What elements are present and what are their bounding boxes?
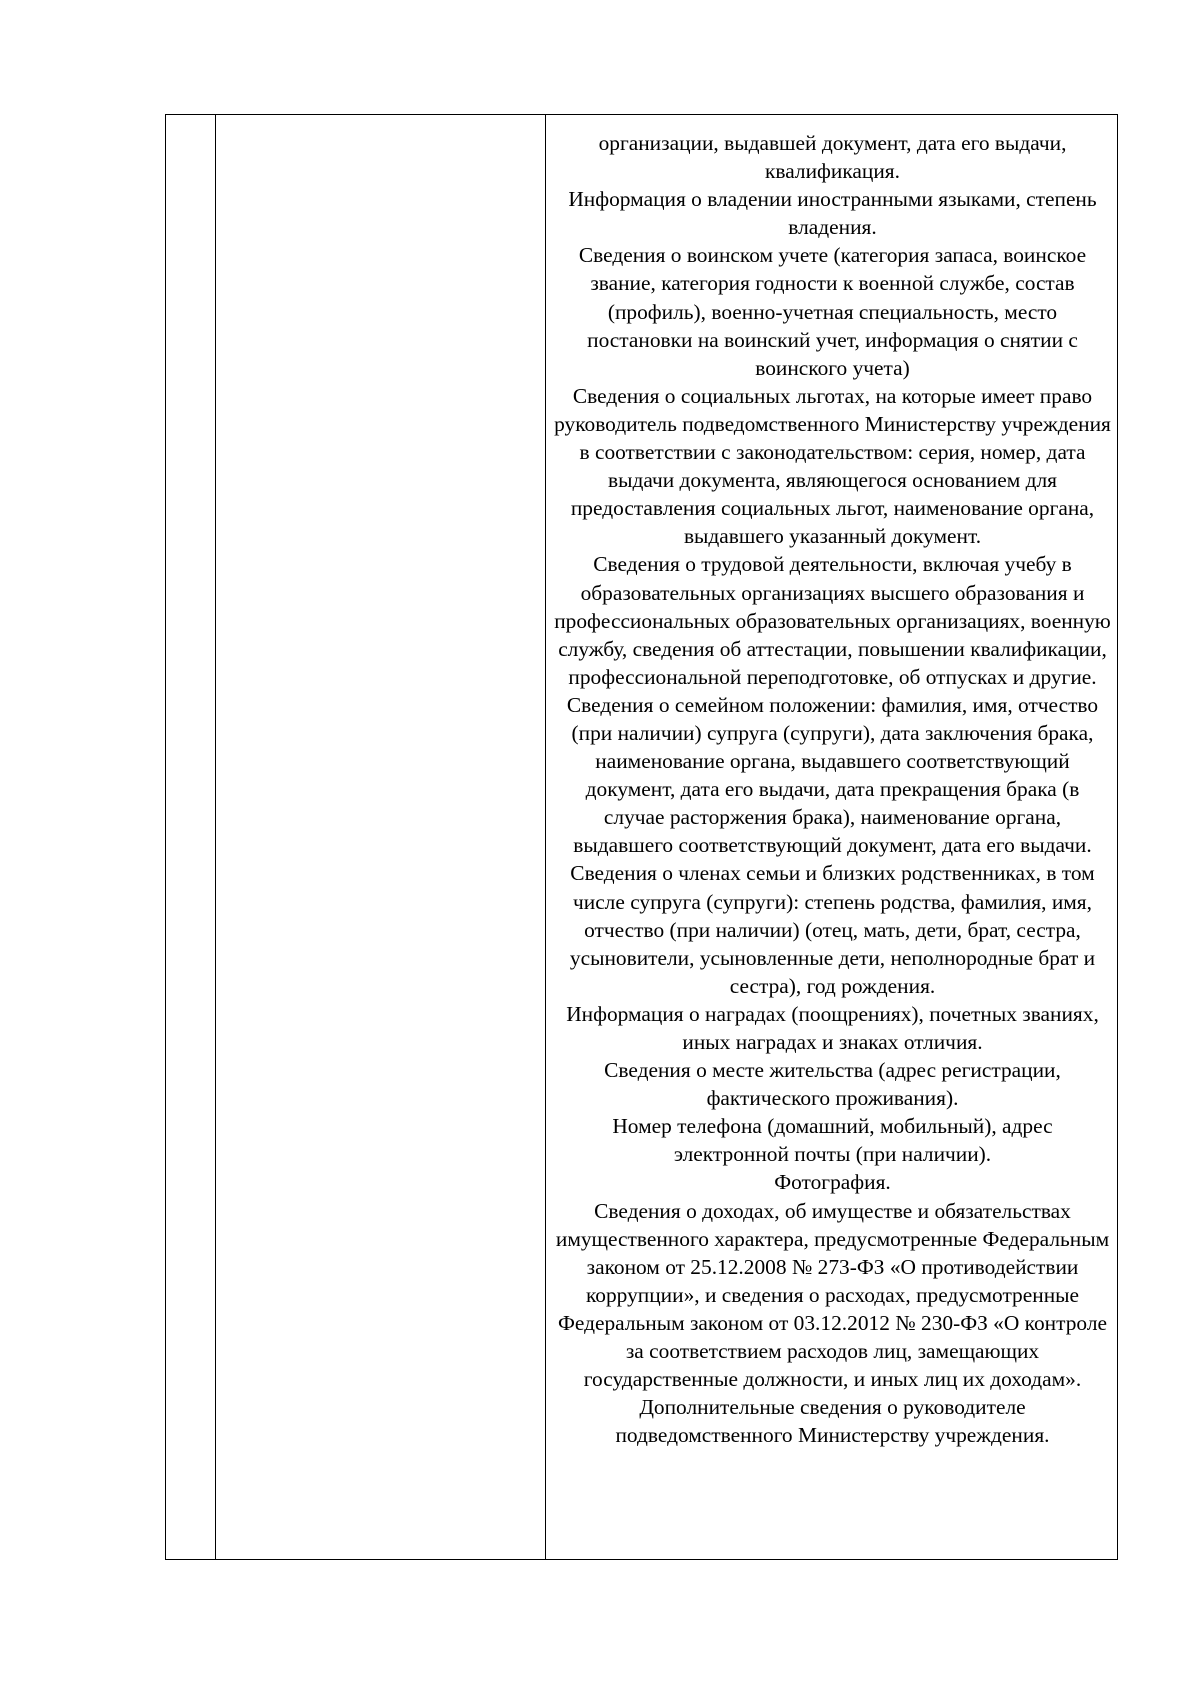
table-cell-personal-data-list: [545, 115, 1117, 1559]
paragraph-social-benefits: Сведения о социальных льготах, на которые имеет право руководитель подведомственного Министерству учреждения в соответствии с законодательством: серия, номер, дата выдачи документа, являющегося основанием для предоставления социальных льгот, наименование органа, выдавшего указанный документ.: [554, 383, 1111, 549]
paragraph-military-registration: Сведения о воинском учете (категория запаса, воинское звание, категория годности к военной службе, состав (профиль), военно-учетная специальность, место постановки на воинский учет, информация о снятии с воинского учета): [578, 243, 1087, 380]
paragraph-income-property: Сведения о доходах, об имуществе и обязательствах имущественного характера, предусмотренные Федеральным законом от 25.12.2008 № 273-ФЗ «О противодействии коррупции», и сведения о расходах, предусмотренные Федеральным законом от 03.12.2012 № 230-ФЗ «О контроле за соответствием расходов лиц, замещающих государственные должности, и иных лиц их доходам».: [555, 1198, 1110, 1392]
paragraph-additional-info: Дополнительные сведения о руководителе подведомственного Министерству учреждения.: [615, 1395, 1050, 1448]
paragraph-residence: Сведения о месте жительства (адрес регистрации, фактического проживания).: [604, 1058, 1061, 1111]
table-cell-category: [215, 115, 545, 1559]
table-cell-number: [166, 115, 215, 1559]
paragraph-awards: Информация о наградах (поощрениях), почетных званиях, иных наградах и знаках отличия.: [566, 1001, 1099, 1054]
paragraph-family-members: Сведения о членах семьи и близких родственниках, в том числе супруга (супруги): степень родства, фамилия, имя, отчество (при наличии) (отец, мать, дети, брат, сестра, усыновители, усыновленные дети, неполнородные брат и сестра), год рождения.: [569, 861, 1096, 998]
paragraph-marital-status: Сведения о семейном положении: фамилия, имя, отчество (при наличии) супруга (супруги), дата заключения брака, наименование органа, выдавшего соответствующий документ, дата его выдачи, дата прекращения брака (в случае расторжения брака), наименование органа, выдавшего соответствующий документ, дата его выдачи.: [566, 692, 1099, 858]
paragraph-education-document: организации, выдавшей документ, дата его выдачи, квалификация.: [598, 131, 1067, 184]
document-table: [165, 114, 1118, 1560]
paragraph-foreign-languages: Информация о владении иностранными языками, степень владения.: [568, 187, 1097, 240]
paragraph-phone-email: Номер телефона (домашний, мобильный), адрес электронной почты (при наличии).: [612, 1114, 1053, 1167]
paragraph-work-activity: Сведения о трудовой деятельности, включая учебу в образовательных организациях высшего образования и профессиональных образовательных организациях, военную службу, сведения об аттестации, повышении квалификации, профессиональной переподготовке, об отпусках и другие.: [554, 552, 1111, 689]
paragraph-photo: Фотография.: [774, 1170, 891, 1195]
